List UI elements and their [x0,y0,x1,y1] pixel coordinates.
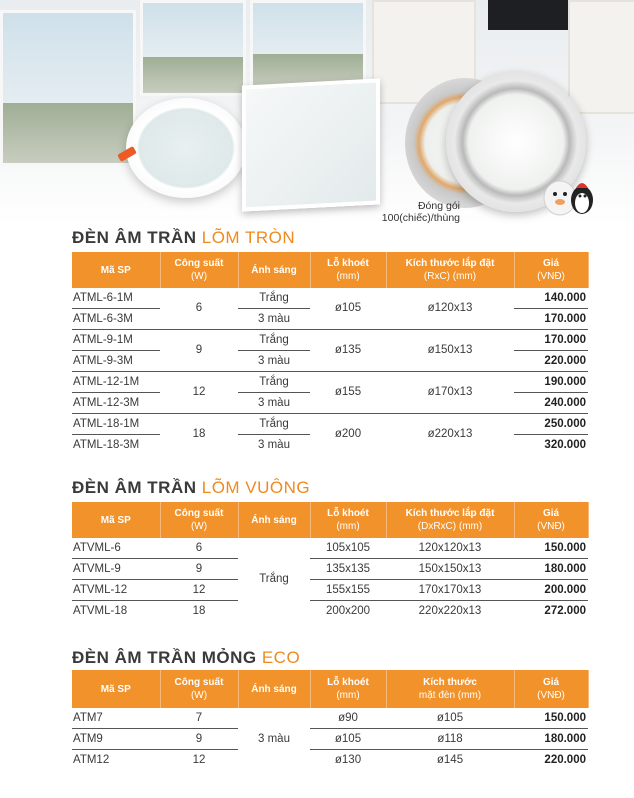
header-price: Giá (VNĐ) [514,670,588,708]
light-value: 3 màu [238,309,310,330]
power-value: 12 [160,372,238,414]
header-light: Ánh sáng [238,502,310,538]
table-row [72,580,588,601]
table-header-row [72,502,588,538]
bookshelf [568,0,634,114]
hole-value: ø130 [334,753,362,766]
packing-label: Đóng gói [417,200,460,212]
hero-photo [0,0,634,225]
price-value: 190.000 [514,372,588,393]
section-title-main: ĐÈN ÂM TRẦN [72,228,197,247]
header-size: Kích thước lắp đặt (DxRxC) (mm) [386,502,514,538]
round-downlight-image [126,98,246,198]
table-row [72,708,588,729]
header-light: Ánh sáng [238,670,310,708]
header-hole: Lỗ khoét (mm) [310,502,386,538]
size-value: 120x120x13 [386,538,514,559]
power-value: 9 [160,330,238,372]
size-value: ø105 [386,708,514,729]
price-value: 220.000 [514,351,588,372]
power-value: 6 [160,288,238,330]
section-title-accent: LÕM TRÒN [201,228,296,247]
price-value: 240.000 [514,393,588,414]
price-value: 272.000 [544,604,586,617]
light-value: 3 màu [258,438,290,451]
product-code: ATM7 [72,708,160,729]
header-code: Mã SP [72,502,160,538]
hole-value: ø90 [310,708,386,729]
price-value: 250.000 [514,414,588,435]
header-power: Công suất (W) [160,252,238,288]
product-code: ATML-6-3M [72,309,160,330]
header-code: Mã SP [72,252,160,288]
square-price-table [72,502,589,621]
header-hole: Lỗ khoét (mm) [310,252,386,288]
product-code: ATML-12-3M [72,393,160,414]
hole-value: 155x155 [310,580,386,601]
price-value: 150.000 [514,538,588,559]
packing-quantity: 100(chiếc)/thùng [381,212,460,224]
square-downlight-image [242,78,380,211]
product-code: ATVML-12 [72,580,160,601]
hole-value: ø105 [310,288,386,330]
section-title-accent: LÕM VUÔNG [201,478,311,497]
hole-value: 135x135 [310,559,386,580]
price-value: 320.000 [544,438,586,451]
product-code: ATM9 [72,729,160,750]
size-value: ø120x13 [386,288,514,330]
price-value: 170.000 [514,309,588,330]
header-power: Công suất (W) [160,502,238,538]
size-value: ø220x13 [427,428,473,440]
size-value: 150x150x13 [386,559,514,580]
product-code: ATML-18-3M [73,438,140,451]
hole-value: ø155 [310,372,386,414]
price-value: 150.000 [514,708,588,729]
window [250,0,366,91]
table-row [72,372,588,393]
hole-value: 105x105 [310,538,386,559]
hole-value: 200x200 [325,604,371,617]
table-row [72,288,588,309]
section-title-eco [72,648,300,668]
round-price-table [72,252,589,455]
header-hole: Lỗ khoét (mm) [310,670,386,708]
eco-price-table [72,670,589,770]
product-code: ATML-18-1M [72,414,160,435]
section-title-round [72,228,295,248]
power-value: 12 [160,580,238,601]
header-price: Giá (VNĐ) [514,502,588,538]
light-value: Trắng [238,414,310,435]
hole-value: ø135 [310,330,386,372]
size-value: ø118 [386,729,514,750]
price-value: 170.000 [514,330,588,351]
price-value: 200.000 [514,580,588,601]
size-value: 170x170x13 [386,580,514,601]
hole-value: ø200 [334,428,362,440]
light-value: Trắng [238,330,310,351]
price-value: 140.000 [514,288,588,309]
price-value: 220.000 [544,753,586,766]
hole-value: ø105 [310,729,386,750]
light-value: 3 màu [258,732,290,745]
table-row [72,750,588,771]
product-code: ATML-9-3M [72,351,160,372]
section-title-main: ĐÈN ÂM TRẦN [72,478,197,497]
light-value: 3 màu [238,351,310,372]
header-price: Giá (VNĐ) [514,252,588,288]
product-code: ATVML-6 [72,538,160,559]
light-value: Trắng [238,288,310,309]
power-value: 18 [192,604,206,617]
section-title-accent: ECO [261,648,301,667]
power-value: 12 [192,753,206,766]
header-size: Kích thước lắp đặt (RxC) (mm) [386,252,514,288]
table-row [72,559,588,580]
table-row [72,729,588,750]
television [488,0,570,30]
product-code: ATML-6-1M [72,288,160,309]
header-code: Mã SP [72,670,160,708]
light-value: 3 màu [238,393,310,414]
table-row [72,330,588,351]
product-code: ATML-12-1M [72,372,160,393]
product-code: ATM12 [73,753,110,766]
table-row [72,538,588,559]
header-light: Ánh sáng [238,252,310,288]
size-value: ø170x13 [386,372,514,414]
size-value: 220x220x13 [418,604,482,617]
product-code: ATVML-18 [73,604,128,617]
header-power: Công suất (W) [160,670,238,708]
section-title-main: ĐÈN ÂM TRẦN MỎNG [72,648,257,667]
product-code: ATML-9-1M [72,330,160,351]
window [140,0,246,96]
power-value: 6 [160,538,238,559]
table-row [72,414,588,435]
packing-note [338,200,460,224]
power-value: 9 [160,729,238,750]
light-value: Trắng [238,372,310,393]
product-code: ATVML-9 [72,559,160,580]
table-row [72,601,588,622]
table-header-row [72,252,588,288]
price-value: 180.000 [514,729,588,750]
header-size: Kích thước mặt đèn (mm) [386,670,514,708]
size-value: ø145 [436,753,464,766]
power-value: 9 [160,559,238,580]
light-value: Trắng [259,573,289,585]
power-value: 7 [160,708,238,729]
section-title-square [72,478,310,498]
size-value: ø150x13 [386,330,514,372]
mascot-image [540,168,598,220]
price-value: 180.000 [514,559,588,580]
window [0,10,136,166]
table-header-row [72,670,588,708]
power-value: 18 [192,428,206,440]
